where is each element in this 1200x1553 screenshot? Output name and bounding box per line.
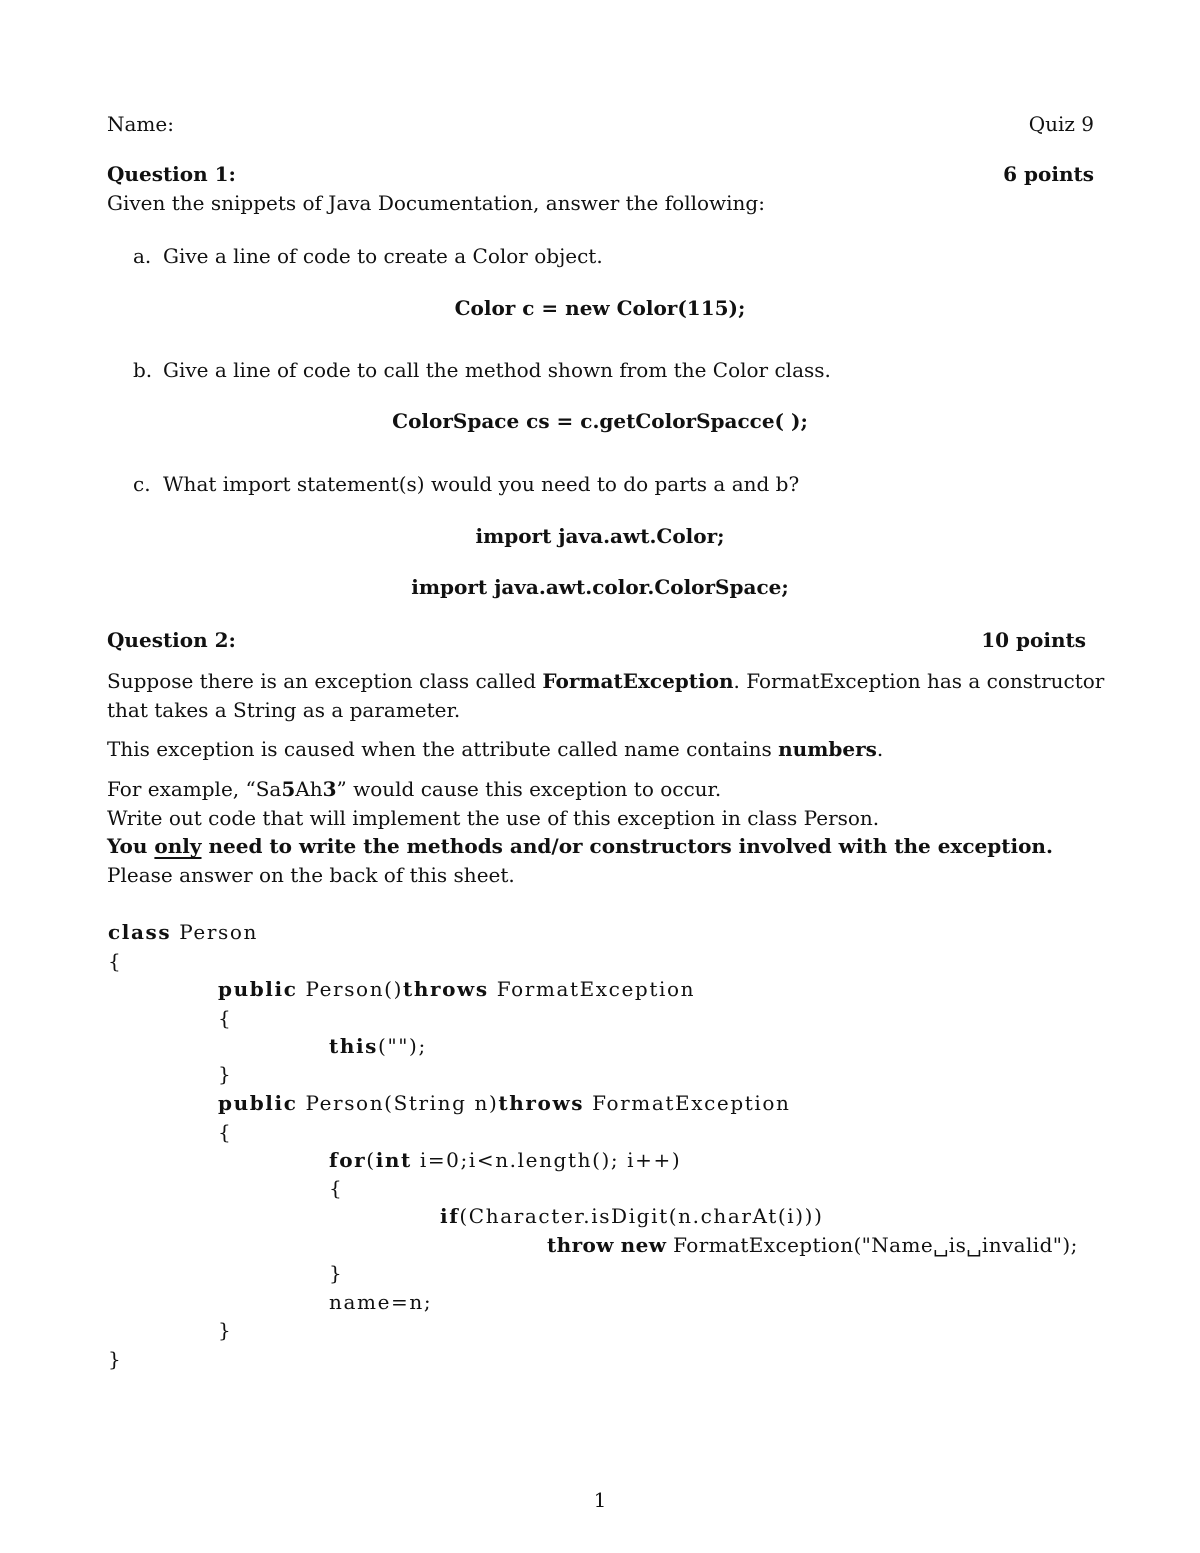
code-text: ("");	[378, 1034, 427, 1058]
only-underlined: only	[154, 834, 202, 858]
code-keyword: public	[218, 977, 298, 1001]
code-line-11	[440, 1206, 823, 1226]
q1-part-c-answer-2: import java.awt.color.ColorSpace;	[411, 575, 789, 599]
q1-part-a-marker: a.	[133, 244, 152, 268]
numbers-term: numbers	[778, 737, 877, 761]
q1-part-c-text: What import statement(s) would you need to do parts a and b?	[163, 472, 800, 496]
q2-p2-text: This exception is caused when the attribute called name contains	[107, 737, 779, 761]
q2-example-end: ” would cause this exception to occur.	[336, 777, 722, 801]
code-text: Person()	[297, 977, 403, 1001]
q1-part-c-answer-1: import java.awt.Color;	[475, 524, 725, 548]
code-line-4: {	[218, 1006, 233, 1030]
q1-part-b-answer: ColorSpace cs = c.getColorSpacce( );	[392, 409, 808, 433]
q1-part-b-text: Give a line of code to call the method shown from the Color class.	[163, 358, 831, 382]
q2-paragraph-1-line-2: that takes a String as a parameter.	[107, 698, 461, 722]
q2-example-mid: Ah	[295, 777, 323, 801]
code-text	[614, 1233, 621, 1257]
q2-paragraph-2	[107, 739, 883, 759]
code-keyword: public	[218, 1091, 298, 1115]
code-line-15: }	[218, 1318, 233, 1342]
code-text: (	[366, 1148, 376, 1172]
code-line-2: {	[108, 949, 123, 973]
code-keyword: throws	[498, 1091, 585, 1115]
code-line-1	[108, 922, 258, 942]
q2-paragraph-1	[107, 671, 1104, 691]
q1-points: 6 points	[1003, 162, 1094, 186]
code-line-3	[218, 979, 695, 999]
code-line-12	[547, 1235, 1078, 1255]
code-line-6: }	[218, 1062, 233, 1086]
code-text: (Character.isDigit(n.charAt(i)))	[459, 1204, 824, 1228]
q1-part-a-text: Give a line of code to create a Color object.	[163, 244, 603, 268]
q2-p1-text-end: . FormatException has a constructor	[733, 669, 1105, 693]
q1-title: Question 1:	[107, 162, 236, 186]
q2-bold-a: You	[107, 834, 155, 858]
q2-example-digit-2: 3	[322, 777, 337, 801]
code-keyword: class	[108, 920, 172, 944]
code-line-9	[329, 1150, 681, 1170]
q1-part-b-marker: b.	[133, 358, 153, 382]
code-keyword: this	[329, 1034, 379, 1058]
q2-bold-b: need to write the methods and/or constructors involved with the exception.	[201, 834, 1053, 858]
format-exception-term: FormatException	[542, 669, 734, 693]
q2-title: Question 2:	[107, 628, 236, 652]
code-text: FormatException	[584, 1091, 791, 1115]
code-line-8: {	[218, 1120, 233, 1144]
page-number: 1	[593, 1488, 607, 1512]
code-keyword: for	[329, 1148, 367, 1172]
code-text: Person	[171, 920, 258, 944]
code-keyword: if	[440, 1204, 460, 1228]
quiz-label: Quiz 9	[1028, 112, 1094, 136]
q2-p2-end: .	[876, 737, 884, 761]
code-text: FormatException	[488, 977, 696, 1001]
code-line-10: {	[329, 1176, 344, 1200]
q2-points: 10 points	[981, 628, 1086, 652]
name-label: Name:	[107, 112, 174, 136]
code-line-16: }	[108, 1347, 123, 1371]
code-line-5	[329, 1036, 427, 1056]
q1-part-a-answer: Color c = new Color(115);	[454, 296, 746, 320]
q2-bold-instruction	[107, 836, 1053, 856]
code-text: i=0;i<n.length(); i++)	[411, 1148, 682, 1172]
code-keyword: int	[375, 1148, 412, 1172]
code-keyword: throws	[403, 977, 489, 1001]
q1-intro: Given the snippets of Java Documentation, answer the following:	[107, 191, 765, 215]
code-line-7	[218, 1093, 790, 1113]
code-keyword: new	[620, 1233, 667, 1257]
q2-example	[107, 779, 721, 799]
q2-example-a: For example, “Sa	[107, 777, 282, 801]
q2-p1-text: Suppose there is an exception class called	[107, 669, 543, 693]
q2-instruction: Write out code that will implement the use of this exception in class Person.	[107, 806, 880, 830]
q2-back-note: Please answer on the back of this sheet.	[107, 863, 515, 887]
q1-part-c-marker: c.	[133, 472, 151, 496]
code-text: Person(String n)	[297, 1091, 499, 1115]
code-line-13: }	[329, 1261, 344, 1285]
q2-example-digit-1: 5	[281, 777, 296, 801]
code-text: FormatException("Name␣is␣invalid");	[666, 1233, 1078, 1257]
code-line-14: name=n;	[329, 1290, 433, 1314]
code-keyword: throw	[547, 1233, 614, 1257]
